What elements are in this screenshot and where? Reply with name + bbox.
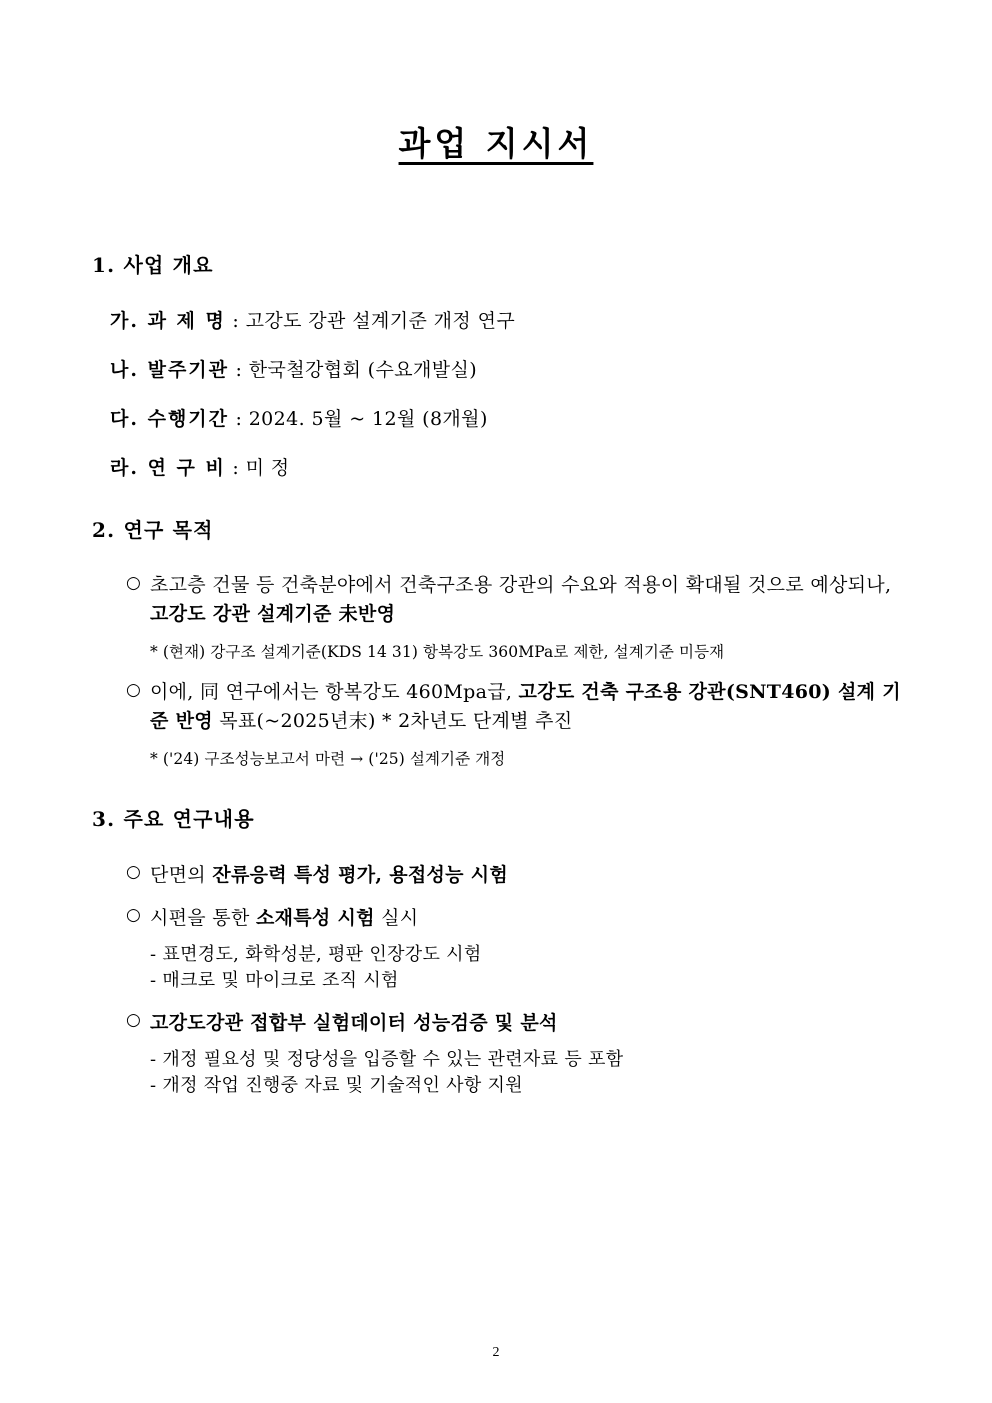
circle-bullet-icon: ○ bbox=[126, 1009, 142, 1030]
sub-item-value: 2024. 5월 ~ 12월 (8개월) bbox=[248, 408, 488, 430]
bullet-item bbox=[88, 678, 904, 737]
sub-item-separator: : bbox=[229, 359, 249, 381]
dash-item: - 매크로 및 마이크로 조직 시험 bbox=[150, 969, 399, 991]
sub-item-label: 나. 발주기관 bbox=[110, 359, 229, 381]
circle-bullet-icon: ○ bbox=[126, 861, 142, 882]
circle-bullet-icon: ○ bbox=[126, 679, 142, 700]
bullet-item bbox=[88, 860, 904, 887]
dash-item: - 개정 필요성 및 정당성을 입증할 수 있는 관련자료 등 포함 bbox=[150, 1048, 624, 1070]
section-heading-3: 3. 주요 연구내용 bbox=[92, 806, 255, 831]
sub-item-label: 라. 연 구 비 bbox=[110, 457, 226, 479]
bullet-text bbox=[150, 903, 904, 930]
sub-item-client bbox=[88, 355, 904, 382]
bullet-text bbox=[150, 571, 904, 630]
page-number: 2 bbox=[492, 1345, 500, 1360]
bullet-item bbox=[88, 903, 904, 930]
bullet-item bbox=[88, 1008, 904, 1035]
sub-item-label: 가. 과 제 명 bbox=[110, 310, 226, 332]
sub-item-separator: : bbox=[229, 408, 249, 430]
bullet-text-emphasis: 고강도 강관 설계기준 未반영 bbox=[150, 603, 396, 626]
bullet-text-emphasis: 잔류응력 특성 평가, 용접성능 시험 bbox=[212, 863, 509, 886]
sub-item-budget bbox=[88, 453, 904, 480]
sub-item-value: 고강도 강관 설계기준 개정 연구 bbox=[245, 310, 516, 332]
bullet-text-part: 실시 bbox=[374, 906, 419, 929]
dash-item: - 표면경도, 화학성분, 평판 인장강도 시험 bbox=[150, 943, 482, 965]
bullet-text bbox=[150, 860, 904, 887]
bullet-text bbox=[150, 1008, 904, 1035]
bullet-text-part: 단면의 bbox=[150, 863, 213, 886]
bullet-text-emphasis: 소재특성 시험 bbox=[255, 906, 375, 929]
sub-item-separator: : bbox=[225, 310, 246, 332]
dash-item: - 개정 작업 진행중 자료 및 기술적인 사항 지원 bbox=[150, 1074, 523, 1096]
circle-bullet-icon: ○ bbox=[126, 904, 142, 925]
sub-item-value: 한국철강협회 (수요개발실) bbox=[248, 359, 478, 381]
bullet-text-part: 시편을 통한 bbox=[150, 906, 256, 929]
sub-item-project-name bbox=[88, 306, 904, 333]
bullet-text-part: 초고층 건물 등 건축분야에서 건축구조용 강관의 수요와 적용이 확대될 것으로 예상되나, bbox=[150, 574, 892, 596]
sub-item-duration bbox=[88, 404, 904, 431]
bullet-text bbox=[150, 678, 904, 737]
sub-item-label: 다. 수행기간 bbox=[110, 408, 229, 430]
bullet-item bbox=[88, 571, 904, 630]
sub-item-separator: : bbox=[225, 457, 246, 479]
section-heading-1: 1. 사업 개요 bbox=[92, 253, 214, 277]
bullet-note: * (현재) 강구조 설계기준(KDS 14 31) 항복강도 360MPa로 제한, 설계기준 미등재 bbox=[150, 642, 725, 661]
page-title: 과업 지시서 bbox=[398, 124, 594, 163]
bullet-text-part: 목표(~2025년末) * 2차년도 단계별 추진 bbox=[212, 710, 573, 733]
bullet-text-emphasis: 고강도 건축 구조용 강관(SNT460) 설계 기준 반영 bbox=[150, 680, 901, 733]
circle-bullet-icon: ○ bbox=[126, 573, 142, 593]
section-heading-2: 2. 연구 목적 bbox=[92, 518, 214, 542]
sub-item-value: 미 정 bbox=[245, 457, 290, 479]
bullet-note: * ('24) 구조성능보고서 마련 → ('25) 설계기준 개정 bbox=[150, 749, 506, 768]
bullet-text-emphasis: 고강도강관 접합부 실험데이터 성능검증 및 분석 bbox=[150, 1011, 558, 1034]
bullet-text-part: 이에, 同 연구에서는 항복강도 460Mpa급, bbox=[150, 680, 519, 703]
